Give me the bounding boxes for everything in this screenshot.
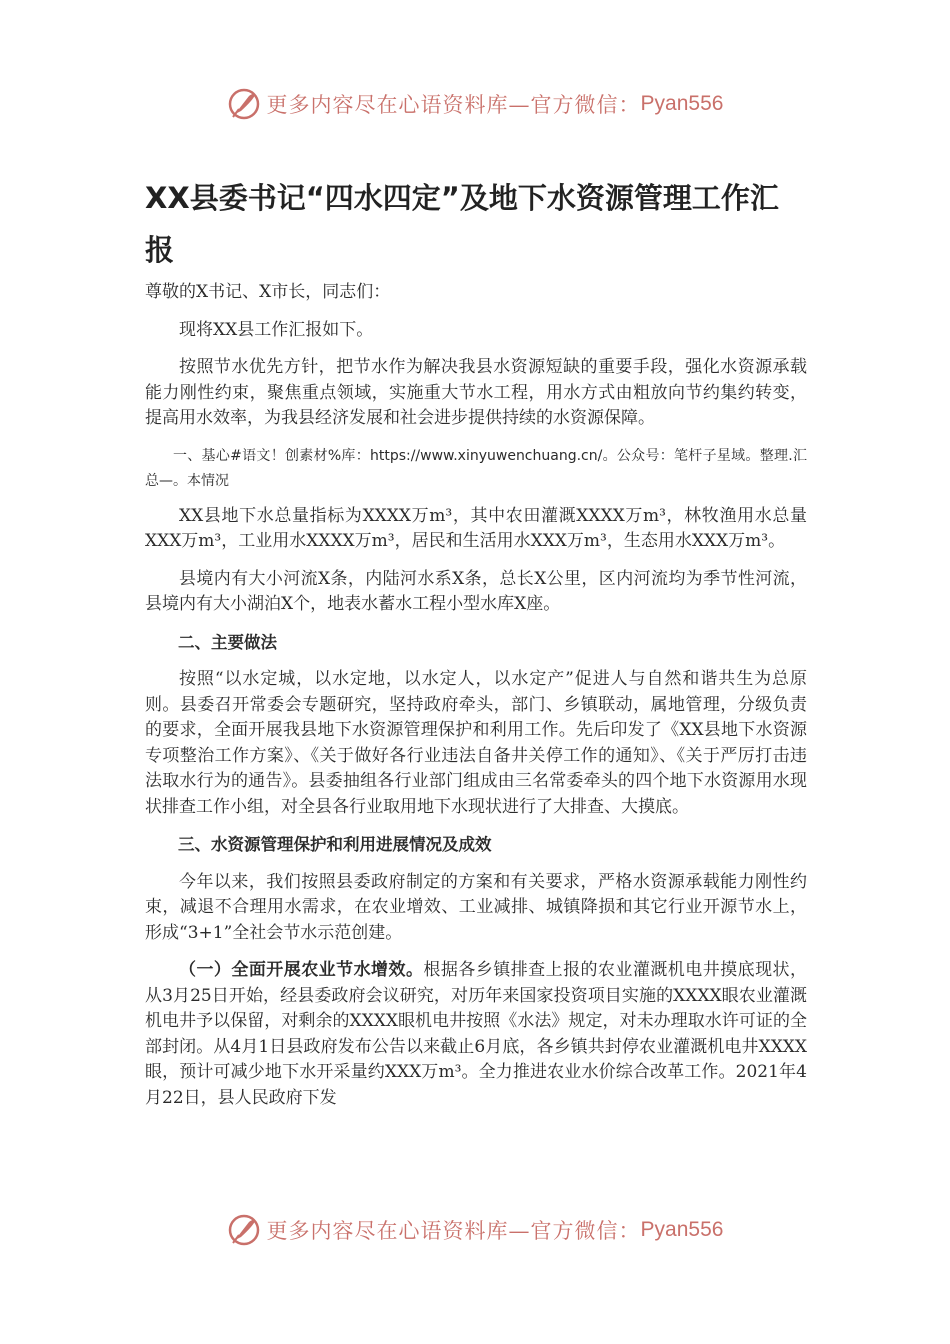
- section-two-heading: 二、主要做法: [178, 632, 277, 652]
- section-three-heading: 三、水资源管理保护和利用进展情况及成效: [178, 835, 492, 854]
- paragraph-agriculture: [145, 958, 807, 1111]
- banner-text: 更多内容尽在心语资料库—官方微信：: [266, 93, 641, 117]
- agriculture-lead: （一）全面开展农业节水增效。: [179, 960, 424, 980]
- paragraph-progress: 今年以来，我们按照县委政府制定的方案和有关要求，严格水资源承载能力刚性约束，减退不合理用水需求，在农业增效、工业减排、城镇降损和其它行业开源节水上，形成“3+1”全社会节水示范创建。: [145, 871, 807, 943]
- paragraph-groundwater-total: XX县地下水总量指标为XXXX万m³，其中农田灌溉XXXX万m³，林牧渔用水总量XXX万m³，工业用水XXXX万m³，居民和生活用水XXX万m³，生态用水XXX万m³。: [145, 505, 807, 551]
- banner-wechat-id: Pyan556: [640, 1218, 724, 1241]
- agriculture-text: 根据各乡镇排查上报的农业灌溉机电井摸底现状，从3月25日开始，经县委政府会议研究，对历年来国家投资项目实施的XXXX眼农业灌溉机电井予以保留，对剩余的XXXX眼机电井按照《水法》规定，对未办理取水许可证的全部封闭。从4月1日县政府发布公告以来截止6月底，各乡镇共封停农业灌溉机电井XXXX眼，预计可减少地下水开采量约XXX万m³。全力推进农业水价综合改革工作。2021年4月22日，县人民政府下发: [145, 960, 808, 1108]
- quill-logo-icon: [227, 1213, 261, 1247]
- salutation: 尊敬的X书记、X市长，同志们：: [145, 282, 391, 302]
- watermark-banner-bottom: [0, 1208, 950, 1252]
- paragraph-water-saving: 按照节水优先方针，把节水作为解决我县水资源短缺的重要手段，强化水资源承载能力刚性约束，聚焦重点领域，实施重大节水工程，用水方式由粗放向节约集约转变，提高用水效率，为我县经济发展和社会进步提供持续的水资源保障。: [145, 357, 807, 428]
- document-title: XX县委书记“四水四定”及地下水资源管理工作汇报: [145, 181, 779, 267]
- watermark-banner-top: [0, 82, 950, 126]
- banner-text: 更多内容尽在心语资料库—官方微信：: [266, 1219, 641, 1243]
- paragraph-main-practices: 按照“以水定城，以水定地，以水定人，以水定产”促进人与自然和谐共生为总原则。县委召开常委会专题研究，坚持政府牵头，部门、乡镇联动，属地管理，分级负责的要求，全面开展我县地下水资源管理保护和利用工作。先后印发了《XX县地下水资源专项整治工作方案》、《关于做好各行业违法自备井关停工作的通知》、《关于严厉打击违法取水行为的通告》。县委抽组各行业部门组成由三名常委牵头的四个地下水资源用水现状排查工作小组，对全县各行业取用地下水现状进行了大排查、大摸底。: [145, 669, 807, 817]
- banner-wechat-id: Pyan556: [640, 92, 724, 115]
- section-one-heading-note: 一、基心#语文！创素材%库：https://www.xinyuwenchuang.cn/。公众号：笔杆子星域。整理.汇总—。本情况: [145, 447, 807, 489]
- document-body: [145, 280, 807, 1123]
- quill-logo-icon: [227, 87, 261, 121]
- paragraph-rivers: 县境内有大小河流X条，内陆河水系X条，总长X公里，区内河流均为季节性河流，县境内有大小湖泊X个，地表水蓄水工程小型水库X座。: [145, 568, 807, 614]
- intro-paragraph: 现将XX县工作汇报如下。: [179, 319, 374, 340]
